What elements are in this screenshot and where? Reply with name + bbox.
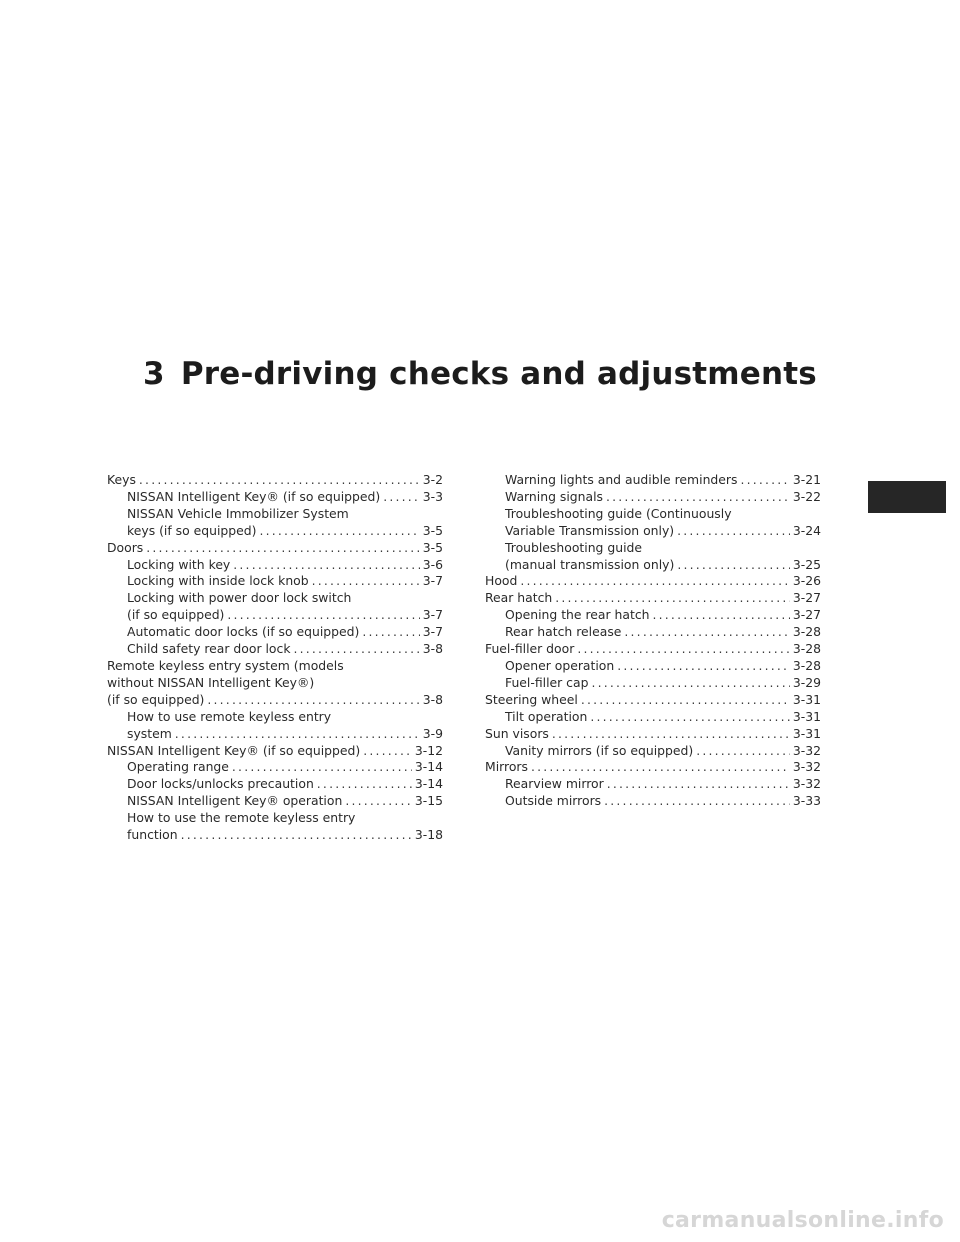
dot-leader bbox=[604, 793, 790, 810]
toc-entry-title: Locking with inside lock knob bbox=[127, 573, 309, 589]
toc-page-number: 3-5 bbox=[422, 539, 443, 555]
toc-entry[interactable] bbox=[485, 489, 821, 506]
toc-entry[interactable] bbox=[107, 759, 443, 776]
toc-entry-title: Locking with power door lock switch bbox=[127, 590, 352, 606]
toc-entry-title: Vanity mirrors (if so equipped) bbox=[505, 742, 694, 758]
toc-entry-title: Automatic door locks (if so equipped) bbox=[127, 624, 360, 640]
toc-entry-title: Locking with key bbox=[127, 556, 231, 572]
dot-leader bbox=[677, 557, 790, 574]
toc-page-number: 3-8 bbox=[422, 641, 443, 657]
toc-entry[interactable] bbox=[485, 776, 821, 793]
toc-entry[interactable] bbox=[485, 624, 821, 641]
toc-page-number: 3-29 bbox=[792, 674, 821, 690]
dot-leader bbox=[581, 692, 790, 709]
toc-entry[interactable] bbox=[485, 743, 821, 760]
toc-page-number: 3-22 bbox=[792, 488, 821, 504]
toc-entry[interactable] bbox=[107, 793, 443, 810]
toc-entry-title: Fuel-filler door bbox=[485, 641, 575, 657]
toc-entry[interactable] bbox=[485, 692, 821, 709]
dot-leader bbox=[232, 759, 412, 776]
dot-leader bbox=[227, 607, 419, 624]
toc-page-number: 3-25 bbox=[792, 556, 821, 572]
toc-entry-title: Steering wheel bbox=[485, 691, 578, 707]
toc-entry-title: Sun visors bbox=[485, 725, 549, 741]
toc-entry[interactable] bbox=[485, 658, 821, 675]
toc-entry-title: Operating range bbox=[127, 759, 229, 775]
toc-entry-title: keys (if so equipped) bbox=[127, 522, 257, 538]
toc-entry-title: Child safety rear door lock bbox=[127, 641, 291, 657]
toc-entry[interactable] bbox=[485, 590, 821, 607]
toc-page-number: 3-2 bbox=[422, 472, 443, 487]
toc-entry-title: Troubleshooting guide bbox=[505, 539, 643, 555]
dot-leader bbox=[617, 658, 790, 675]
toc-entry[interactable] bbox=[107, 557, 443, 574]
dot-leader bbox=[317, 776, 412, 793]
toc-page-number: 3-12 bbox=[414, 742, 443, 758]
toc-page-number: 3-18 bbox=[414, 827, 443, 843]
dot-leader bbox=[607, 776, 790, 793]
toc-entry-title: NISSAN Vehicle Immobilizer System bbox=[127, 505, 349, 521]
toc-entry[interactable] bbox=[485, 573, 821, 590]
toc-entry[interactable] bbox=[107, 641, 443, 658]
toc-entry-title: Mirrors bbox=[485, 759, 528, 775]
toc-entry[interactable] bbox=[107, 540, 443, 557]
dot-leader bbox=[531, 759, 790, 776]
toc-entry[interactable] bbox=[107, 624, 443, 641]
toc-entry[interactable] bbox=[485, 506, 821, 540]
toc-entry-title: Rear hatch release bbox=[505, 624, 622, 640]
dot-leader bbox=[653, 607, 790, 624]
dot-leader bbox=[696, 743, 790, 760]
toc-page-number: 3-26 bbox=[792, 573, 821, 589]
dot-leader bbox=[175, 726, 420, 743]
dot-leader bbox=[740, 472, 789, 489]
toc-entry-title: How to use remote keyless entry bbox=[127, 708, 332, 724]
toc-entry-title: Hood bbox=[485, 573, 518, 589]
toc-entry-title: (if so equipped) bbox=[107, 691, 205, 707]
toc-entry[interactable] bbox=[107, 489, 443, 506]
toc-page-number: 3-32 bbox=[792, 759, 821, 775]
dot-leader bbox=[383, 489, 420, 506]
dot-leader bbox=[345, 793, 412, 810]
toc-entry[interactable] bbox=[485, 675, 821, 692]
toc-entry[interactable] bbox=[485, 793, 821, 810]
dot-leader bbox=[259, 523, 419, 540]
toc-entry-title: Rear hatch bbox=[485, 590, 553, 606]
toc-entry-title: Tilt operation bbox=[505, 708, 588, 724]
toc-page-number: 3-28 bbox=[792, 624, 821, 640]
dot-leader bbox=[294, 641, 420, 658]
dot-leader bbox=[624, 624, 789, 641]
toc-entry-title: Keys bbox=[107, 472, 136, 487]
toc-entry-title: Troubleshooting guide (Continuously bbox=[505, 505, 732, 521]
chapter-heading bbox=[0, 356, 960, 392]
toc-entry-title: How to use the remote keyless entry bbox=[127, 810, 356, 826]
toc-entry-title: (if so equipped) bbox=[127, 607, 225, 623]
toc-entry-title: Opener operation bbox=[505, 657, 615, 673]
chapter-thumb-tab bbox=[868, 481, 946, 513]
dot-leader bbox=[677, 523, 790, 540]
toc-entry[interactable] bbox=[107, 590, 443, 624]
toc-entry-title: Opening the rear hatch bbox=[505, 607, 650, 623]
toc-page-number: 3-32 bbox=[792, 776, 821, 792]
toc-page-number: 3-7 bbox=[422, 573, 443, 589]
toc-entry-title: Rearview mirror bbox=[505, 776, 604, 792]
toc-entry[interactable] bbox=[107, 472, 443, 489]
toc-entry[interactable] bbox=[107, 506, 443, 540]
toc-page-number: 3-15 bbox=[414, 793, 443, 809]
dot-leader bbox=[590, 709, 790, 726]
toc-page-number: 3-3 bbox=[422, 488, 443, 504]
toc-page-number: 3-14 bbox=[414, 776, 443, 792]
toc-entry-title: system bbox=[127, 725, 172, 741]
toc-entry[interactable] bbox=[485, 726, 821, 743]
toc-entry-title: Warning signals bbox=[505, 488, 603, 504]
toc-entry[interactable] bbox=[485, 759, 821, 776]
toc-entry-title: NISSAN Intelligent Key® (if so equipped) bbox=[107, 742, 361, 758]
dot-leader bbox=[591, 675, 789, 692]
dot-leader bbox=[362, 624, 419, 641]
dot-leader bbox=[139, 472, 420, 489]
toc-entry-title: Warning lights and audible reminders bbox=[505, 472, 738, 487]
toc-entry-title: Fuel-filler cap bbox=[505, 674, 589, 690]
toc-right-column bbox=[485, 472, 821, 810]
toc-entry[interactable] bbox=[107, 709, 443, 743]
toc-page-number: 3-28 bbox=[792, 641, 821, 657]
dot-leader bbox=[207, 692, 419, 709]
toc-entry[interactable] bbox=[107, 743, 443, 760]
dot-leader bbox=[606, 489, 790, 506]
toc-page-number: 3-7 bbox=[422, 607, 443, 623]
toc-entry[interactable] bbox=[485, 607, 821, 624]
toc-page-number: 3-33 bbox=[792, 793, 821, 809]
toc-page-number: 3-6 bbox=[422, 556, 443, 572]
dot-leader bbox=[555, 590, 790, 607]
toc-entry[interactable] bbox=[485, 709, 821, 726]
toc-page-number: 3-31 bbox=[792, 725, 821, 741]
dot-leader bbox=[233, 557, 419, 574]
toc-entry-title: Remote keyless entry system (models bbox=[107, 657, 344, 673]
watermark: carmanualsonline.info bbox=[661, 1208, 944, 1233]
toc-entry-title: Variable Transmission only) bbox=[505, 522, 675, 538]
toc-entry[interactable] bbox=[485, 641, 821, 658]
toc-entry[interactable] bbox=[107, 810, 443, 844]
toc-page-number: 3-9 bbox=[422, 725, 443, 741]
toc-page-number: 3-24 bbox=[792, 522, 821, 538]
dot-leader bbox=[363, 743, 412, 760]
toc-entry[interactable] bbox=[107, 658, 443, 709]
toc-page-number: 3-28 bbox=[792, 657, 821, 673]
toc-entry[interactable] bbox=[485, 472, 821, 489]
chapter-number: 3 bbox=[143, 356, 165, 392]
toc-entry[interactable] bbox=[107, 776, 443, 793]
toc-page-number: 3-31 bbox=[792, 691, 821, 707]
dot-leader bbox=[520, 573, 790, 590]
dot-leader bbox=[146, 540, 419, 557]
toc-page-number: 3-5 bbox=[422, 522, 443, 538]
toc-entry[interactable] bbox=[485, 540, 821, 574]
toc-left-column bbox=[107, 472, 443, 844]
toc-page-number: 3-21 bbox=[792, 472, 821, 487]
dot-leader bbox=[181, 827, 412, 844]
toc-entry-title: Outside mirrors bbox=[505, 793, 602, 809]
toc-page-number: 3-31 bbox=[792, 708, 821, 724]
dot-leader bbox=[552, 726, 790, 743]
toc-entry-title: Door locks/unlocks precaution bbox=[127, 776, 314, 792]
toc-page-number: 3-8 bbox=[422, 691, 443, 707]
toc-entry-title: (manual transmission only) bbox=[505, 556, 675, 572]
toc-entry-title: Doors bbox=[107, 539, 144, 555]
toc-entry[interactable] bbox=[107, 573, 443, 590]
toc-page-number: 3-7 bbox=[422, 624, 443, 640]
toc-page-number: 3-32 bbox=[792, 742, 821, 758]
toc-page-number: 3-27 bbox=[792, 607, 821, 623]
chapter-title: Pre-driving checks and adjustments bbox=[180, 356, 817, 392]
toc-entry-title: NISSAN Intelligent Key® operation bbox=[127, 793, 343, 809]
dot-leader bbox=[577, 641, 790, 658]
toc-page-number: 3-14 bbox=[414, 759, 443, 775]
toc-entry-title: NISSAN Intelligent Key® (if so equipped) bbox=[127, 488, 381, 504]
dot-leader bbox=[312, 573, 420, 590]
toc-page-number: 3-27 bbox=[792, 590, 821, 606]
toc-entry-title: function bbox=[127, 827, 178, 843]
toc-entry-title: without NISSAN Intelligent Key®) bbox=[107, 674, 315, 690]
